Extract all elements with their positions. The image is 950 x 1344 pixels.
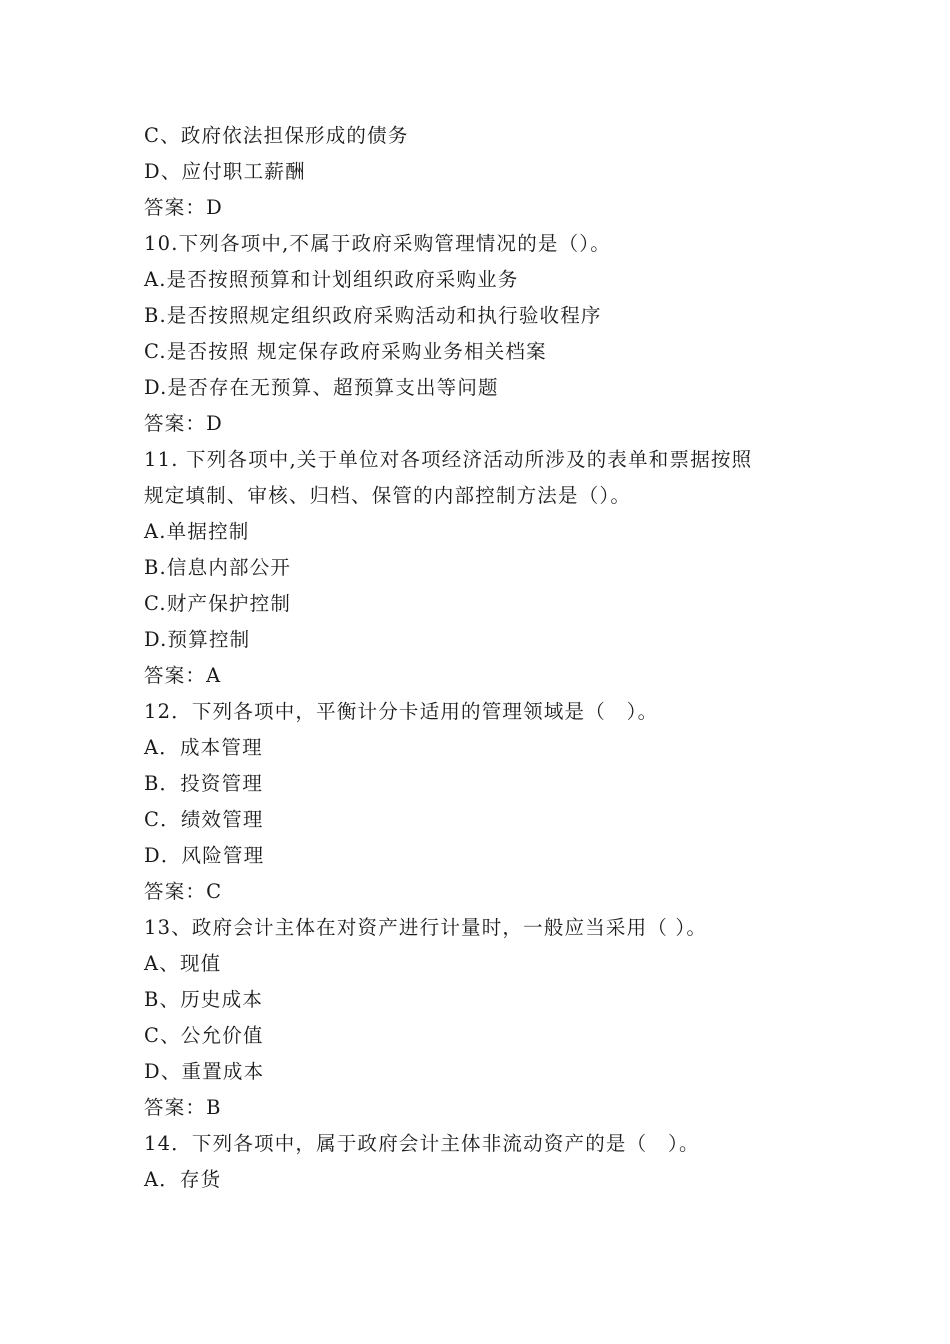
option-d-q13: D、重置成本: [144, 1060, 265, 1083]
option-c-q11: C.财产保护控制: [144, 592, 292, 615]
question-10: 10.下列各项中,不属于政府采购管理情况的是（）。: [144, 232, 611, 255]
option-c-q12: C．绩效管理: [144, 808, 264, 831]
option-b-q13: B、历史成本: [144, 988, 264, 1011]
option-b-q12: B．投资管理: [144, 772, 264, 795]
answer-q13: 答案：B: [144, 1096, 222, 1119]
option-d-q12: D．风险管理: [144, 844, 265, 867]
option-a-q11: A.单据控制: [144, 520, 250, 543]
option-c-q10: C.是否按照 规定保存政府采购业务相关档案: [144, 340, 547, 363]
option-b-q10: B.是否按照规定组织政府采购活动和执行验收程序: [144, 304, 602, 327]
option-c-q9: C、政府依法担保形成的债务: [144, 124, 409, 147]
question-12: 12．下列各项中，平衡计分卡适用的管理领域是（ ）。: [144, 700, 659, 723]
option-c-q13: C、公允价值: [144, 1024, 264, 1047]
question-13: 13、政府会计主体在对资产进行计量时，一般应当采用（ ）。: [144, 916, 708, 939]
option-b-q11: B.信息内部公开: [144, 556, 292, 579]
option-d-q11: D.预算控制: [144, 628, 251, 651]
option-a-q13: A、现值: [144, 952, 222, 975]
option-d-q9: D、应付职工薪酬: [144, 160, 306, 183]
answer-q9: 答案：D: [144, 196, 223, 219]
answer-q10: 答案：D: [144, 412, 223, 435]
question-14: 14．下列各项中，属于政府会计主体非流动资产的是（ ）。: [144, 1132, 700, 1155]
question-11-line2: 规定填制、审核、归档、保管的内部控制方法是（）。: [144, 484, 632, 507]
question-11-line1: 11. 下列各项中,关于单位对各项经济活动所涉及的表单和票据按照: [144, 448, 753, 471]
option-a-q14: A．存货: [144, 1168, 222, 1191]
option-a-q12: A．成本管理: [144, 736, 263, 759]
answer-q12: 答案：C: [144, 880, 223, 903]
option-a-q10: A.是否按照预算和计划组织政府采购业务: [144, 268, 519, 291]
option-d-q10: D.是否存在无预算、超预算支出等问题: [144, 376, 499, 399]
document-body: [144, 118, 824, 1198]
answer-q11: 答案：A: [144, 664, 222, 687]
